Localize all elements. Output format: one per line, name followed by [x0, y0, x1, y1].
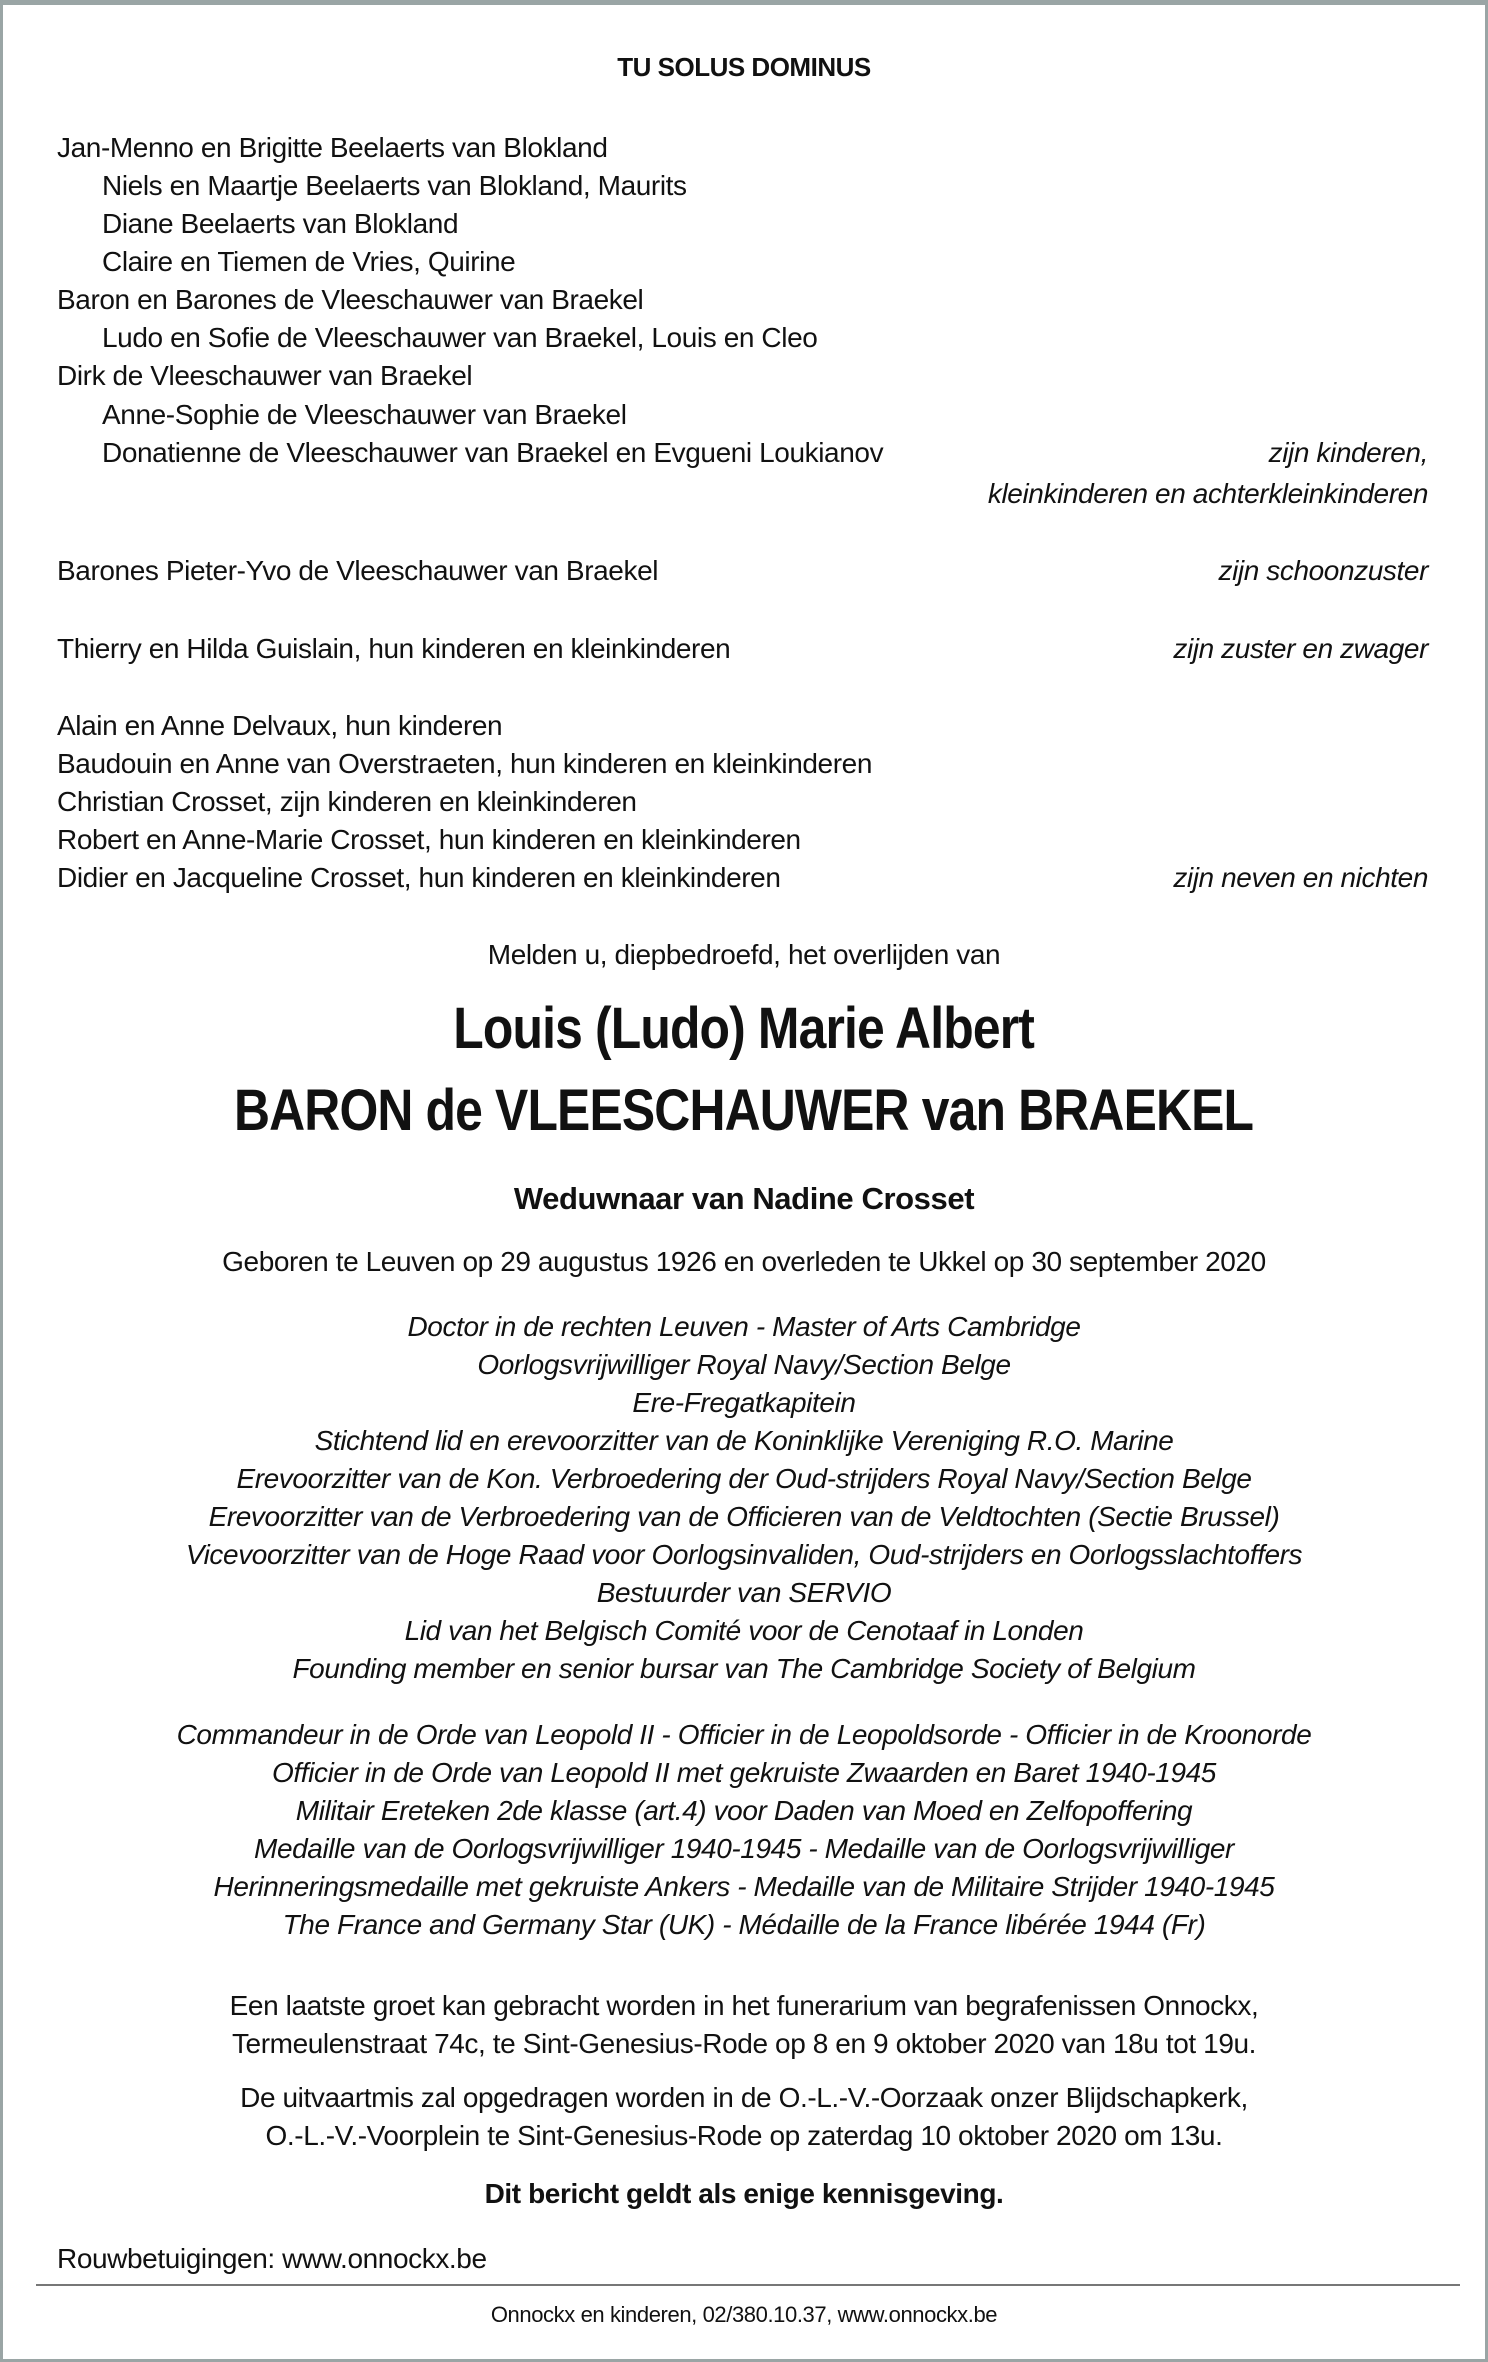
family-line: Baudouin en Anne van Overstraeten, hun kinderen en kleinkinderen	[57, 748, 872, 779]
honour-line: The France and Germany Star (UK) - Médaille de la France libérée 1944 (Fr)	[282, 1909, 1206, 1940]
title-line: Stichtend lid en erevoorzitter van de Koninklijke Vereniging R.O. Marine	[314, 1425, 1174, 1456]
relation-label: zijn neven en nichten	[1173, 862, 1428, 893]
title-line: Founding member en senior bursar van The Cambridge Society of Belgium	[292, 1653, 1196, 1684]
title-line: Doctor in de rechten Leuven - Master of Arts Cambridge	[407, 1311, 1081, 1342]
relation-label: zijn schoonzuster	[1218, 555, 1428, 586]
family-line	[57, 475, 1428, 513]
family-line: Christian Crosset, zijn kinderen en kleinkinderen	[57, 786, 637, 817]
title-line: Lid van het Belgisch Comité voor de Cenotaaf in Londen	[404, 1615, 1084, 1646]
family-line	[57, 552, 1428, 590]
deceased-name-text: BARON de VLEESCHAUWER van BRAEKEL	[234, 1078, 1254, 1143]
family-line: Baron en Barones de Vleeschauwer van Braekel	[57, 284, 644, 315]
family-name: Donatienne de Vleeschauwer van Braekel en Evgueni Loukianov	[102, 437, 884, 468]
relation-label: zijn kinderen,	[1268, 437, 1428, 468]
relation-label: zijn zuster en zwager	[1173, 633, 1428, 664]
notice: Dit bericht geldt als enige kennisgeving.	[484, 2178, 1004, 2209]
motto-heading: TU SOLUS DOMINUS	[617, 52, 871, 82]
honour-line: Medaille van de Oorlogsvrijwilliger 1940-1945 - Medaille van de Oorlogsvrijwilliger	[254, 1833, 1234, 1864]
family-line: Robert en Anne-Marie Crosset, hun kinderen en kleinkinderen	[57, 824, 801, 855]
funeral-line: De uitvaartmis zal opgedragen worden in de O.-L.-V.-Oorzaak onzer Blijdschapkerk,	[240, 2082, 1248, 2113]
family-name: Thierry en Hilda Guislain, hun kinderen en kleinkinderen	[57, 633, 731, 664]
honour-line: Militair Ereteken 2de klasse (art.4) voor Daden van Moed en Zelfopoffering	[295, 1795, 1193, 1826]
family-line: Anne-Sophie de Vleeschauwer van Braekel	[102, 399, 627, 430]
family-line: Dirk de Vleeschauwer van Braekel	[57, 360, 473, 391]
family-line: Alain en Anne Delvaux, hun kinderen	[57, 710, 503, 741]
family-line: Claire en Tiemen de Vries, Quirine	[102, 246, 516, 277]
honour-line: Officier in de Orde van Leopold II met gekruiste Zwaarden en Baret 1940-1945	[272, 1757, 1216, 1788]
family-line: Diane Beelaerts van Blokland	[102, 208, 459, 239]
title-line: Vicevoorzitter van de Hoge Raad voor Oorlogsinvaliden, Oud-strijders en Oorlogsslachtoffers	[185, 1539, 1303, 1570]
visitation-line: Termeulenstraat 74c, te Sint-Genesius-Rode op 8 en 9 oktober 2020 van 18u tot 19u.	[231, 2028, 1257, 2059]
deceased-name-line1	[0, 996, 1488, 1062]
deceased-name-text: Louis (Ludo) Marie Albert	[453, 996, 1035, 1061]
footer-text: Onnockx en kinderen, 02/380.10.37, www.onnockx.be	[490, 2302, 998, 2327]
title-line: Bestuurder van SERVIO	[596, 1577, 892, 1608]
family-name: Didier en Jacqueline Crosset, hun kinderen en kleinkinderen	[57, 862, 781, 893]
title-line: Erevoorzitter van de Verbroedering van de Officieren van de Veldtochten (Sectie Brussel)	[208, 1501, 1280, 1532]
condolences-link[interactable]: Rouwbetuigingen: www.onnockx.be	[57, 2243, 487, 2274]
deceased-name-line2	[0, 1078, 1488, 1144]
family-line	[57, 859, 1428, 897]
funeral-line: O.-L.-V.-Voorplein te Sint-Genesius-Rode op zaterdag 10 oktober 2020 om 13u.	[265, 2120, 1223, 2151]
title-line: Erevoorzitter van de Kon. Verbroedering der Oud-strijders Royal Navy/Section Belge	[236, 1463, 1252, 1494]
title-line: Oorlogsvrijwilliger Royal Navy/Section Belge	[477, 1349, 1011, 1380]
family-line	[57, 630, 1428, 668]
family-line: Jan-Menno en Brigitte Beelaerts van Blokland	[57, 132, 608, 163]
announcement: Melden u, diepbedroefd, het overlijden van	[487, 939, 1001, 970]
divider	[36, 2284, 1460, 2286]
family-name: Barones Pieter-Yvo de Vleeschauwer van Braekel	[57, 555, 659, 586]
widower-line: Weduwnaar van Nadine Crosset	[513, 1181, 975, 1216]
honour-line: Commandeur in de Orde van Leopold II - Officier in de Leopoldsorde - Officier in de Kroonorde	[176, 1719, 1312, 1750]
family-line: Ludo en Sofie de Vleeschauwer van Braekel, Louis en Cleo	[102, 322, 818, 353]
visitation-line: Een laatste groet kan gebracht worden in het funerarium van begrafenissen Onnockx,	[229, 1990, 1259, 2021]
family-line	[102, 434, 1428, 472]
honour-line: Herinneringsmedaille met gekruiste Ankers - Medaille van de Militaire Strijder 1940-1945	[213, 1871, 1275, 1902]
title-line: Ere-Fregatkapitein	[632, 1387, 856, 1418]
birth-death-line: Geboren te Leuven op 29 augustus 1926 en overleden te Ukkel op 30 september 2020	[222, 1246, 1266, 1277]
relation-label: kleinkinderen en achterkleinkinderen	[987, 478, 1428, 509]
family-line: Niels en Maartje Beelaerts van Blokland, Maurits	[102, 170, 687, 201]
